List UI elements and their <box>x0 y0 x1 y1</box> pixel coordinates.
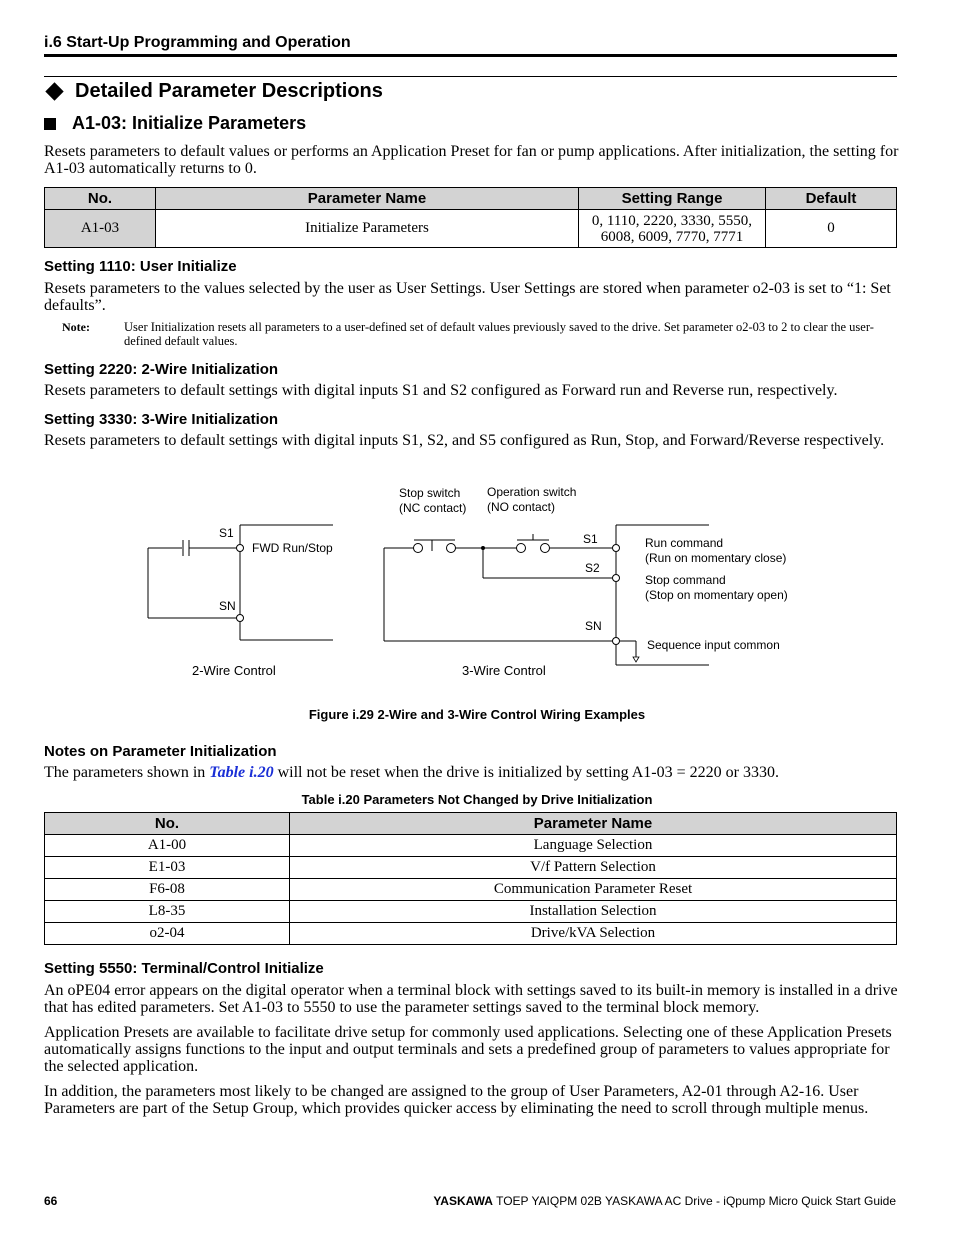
cell-no: A1-00 <box>45 835 290 857</box>
setting-5550-p3: In addition, the parameters most likely to be changed are assigned to the group of User Parameters, A2-01 through A2-16. User Parameters are part of the Setup Group, which provides quicker access by eliminating the need to scroll through multiple menus. <box>44 1083 869 1117</box>
label-2w-sn: SN <box>219 599 236 613</box>
cell-name: V/f Pattern Selection <box>290 857 897 879</box>
setting-2220-text: Resets parameters to default settings with digital inputs S1 and S2 configured as Forward run and Reverse run, respectively. <box>44 382 838 399</box>
heading3-text: A1-03: Initialize Parameters <box>72 113 307 133</box>
label-2w-s1: S1 <box>219 526 234 540</box>
label-3w-s2: S2 <box>585 561 600 575</box>
note-text: User Initialization resets all parameters to a user-defined set of default values previously saved to the drive. Set parameter o2-03 to 2 to clear the user-defined default values. <box>124 320 874 348</box>
table-i20-link[interactable]: Table i.20 <box>209 764 274 781</box>
label-2wire-control: 2-Wire Control <box>192 663 276 678</box>
section-header: i.6 Start-Up Programming and Operation <box>44 34 351 51</box>
footer-doc: TOEP YAIQPM 02B YASKAWA AC Drive - iQpump Micro Quick Start Guide <box>492 1194 896 1208</box>
heading-a1-03 <box>44 113 306 134</box>
footer-doc-title <box>433 1194 896 1208</box>
heading2-text: Detailed Parameter Descriptions <box>75 80 383 102</box>
notes-text <box>44 764 900 781</box>
table-row <box>45 923 897 945</box>
notes-text-before: The parameters shown in <box>44 764 210 781</box>
cell-no: A1-03 <box>45 210 156 248</box>
label-3wire-control: 3-Wire Control <box>462 663 546 678</box>
cell-no: L8-35 <box>45 901 290 923</box>
label-operation-switch: Operation switch <box>487 485 577 499</box>
col-header-range: Setting Range <box>579 188 766 210</box>
cell-name: Installation Selection <box>290 901 897 923</box>
label-stop-command: Stop command <box>645 573 726 587</box>
figure-caption: Figure i.29 2-Wire and 3-Wire Control Wiring Examples <box>308 707 646 722</box>
heading-detailed-params <box>44 80 383 103</box>
page-number: 66 <box>44 1194 58 1208</box>
label-operation-switch-no: (NO contact) <box>487 500 556 514</box>
heading-setting-1110: Setting 1110: User Initialize <box>44 258 237 275</box>
footer-brand: YASKAWA <box>433 1194 493 1208</box>
col-header-default: Default <box>766 188 897 210</box>
label-run-command: Run command <box>645 536 724 550</box>
wiring-diagram <box>0 475 954 705</box>
col-header-no: No. <box>45 188 156 210</box>
cell-no: E1-03 <box>45 857 290 879</box>
table-row <box>45 835 897 857</box>
label-sequence-common: Sequence input common <box>647 638 780 652</box>
col-header-no: No. <box>45 813 290 835</box>
col-header-name: Parameter Name <box>156 188 579 210</box>
heading-setting-3330: Setting 3330: 3-Wire Initialization <box>44 411 279 428</box>
cell-name: Drive/kVA Selection <box>290 923 897 945</box>
label-3w-s1: S1 <box>583 532 598 546</box>
range-line-2: 6008, 6009, 7770, 7771 <box>600 228 744 245</box>
parameter-table <box>44 187 897 248</box>
cell-name: Communication Parameter Reset <box>290 879 897 901</box>
cell-range <box>579 210 766 248</box>
label-stop-command-desc: (Stop on momentary open) <box>645 588 788 602</box>
table-row <box>45 901 897 923</box>
range-line-1: 0, 1110, 2220, 3330, 5550, <box>591 212 753 229</box>
intro-paragraph: Resets parameters to default values or performs an Application Preset for fan or pump applications. After initialization, the setting for A1-03 automatically returns to 0. <box>44 143 899 177</box>
heading-setting-2220: Setting 2220: 2-Wire Initialization <box>44 361 279 378</box>
label-fwd-run-stop: FWD Run/Stop <box>252 541 333 555</box>
setting-5550-p1: An oPE04 error appears on the digital operator when a terminal block with settings saved to its built-in memory is installed in a drive that has edited parameters. Set A1-03 to 5550 to use the parameter settings saved to the terminal block memory. <box>44 982 898 1016</box>
table-i20 <box>44 812 897 945</box>
cell-name: Initialize Parameters <box>156 210 579 248</box>
setting-3330-text: Resets parameters to default settings with digital inputs S1, S2, and S5 configured as Run, Stop, and Forward/Reverse respectively. <box>44 432 885 449</box>
table-row <box>45 210 897 248</box>
table-i20-caption: Table i.20 Parameters Not Changed by Drive Initialization <box>301 792 653 807</box>
table-row <box>45 857 897 879</box>
label-stop-switch-nc: (NC contact) <box>399 501 467 515</box>
label-3w-sn: SN <box>585 619 602 633</box>
diamond-bullet-icon <box>45 82 63 100</box>
note-label: Note: <box>62 320 90 334</box>
heading-notes: Notes on Parameter Initialization <box>44 743 277 760</box>
label-stop-switch: Stop switch <box>399 486 461 500</box>
cell-no: o2-04 <box>45 923 290 945</box>
heading-setting-5550: Setting 5550: Terminal/Control Initialize <box>44 960 324 977</box>
setting-1110-text: Resets parameters to the values selected by the user as User Settings. User Settings are stored when parameter o2-03 is set to “1: Set defaults”. <box>44 280 891 314</box>
table-row <box>45 879 897 901</box>
label-run-command-desc: (Run on momentary close) <box>645 551 787 565</box>
header-rule <box>44 54 897 57</box>
setting-5550-p2: Application Presets are available to facilitate drive setup for commonly used applications. Selecting one of these Application Presets automatically assigns functions to the input and output terminals and sets a predefined group of parameters to values appropriate for the selected application. <box>44 1024 892 1075</box>
notes-text-after: will not be reset when the drive is initialized by setting A1-03 = 2220 or 3330. <box>273 764 779 781</box>
cell-no: F6-08 <box>45 879 290 901</box>
section-divider <box>44 76 897 77</box>
cell-name: Language Selection <box>290 835 897 857</box>
col-header-name: Parameter Name <box>290 813 897 835</box>
square-bullet-icon <box>44 118 56 130</box>
cell-default: 0 <box>766 210 897 248</box>
